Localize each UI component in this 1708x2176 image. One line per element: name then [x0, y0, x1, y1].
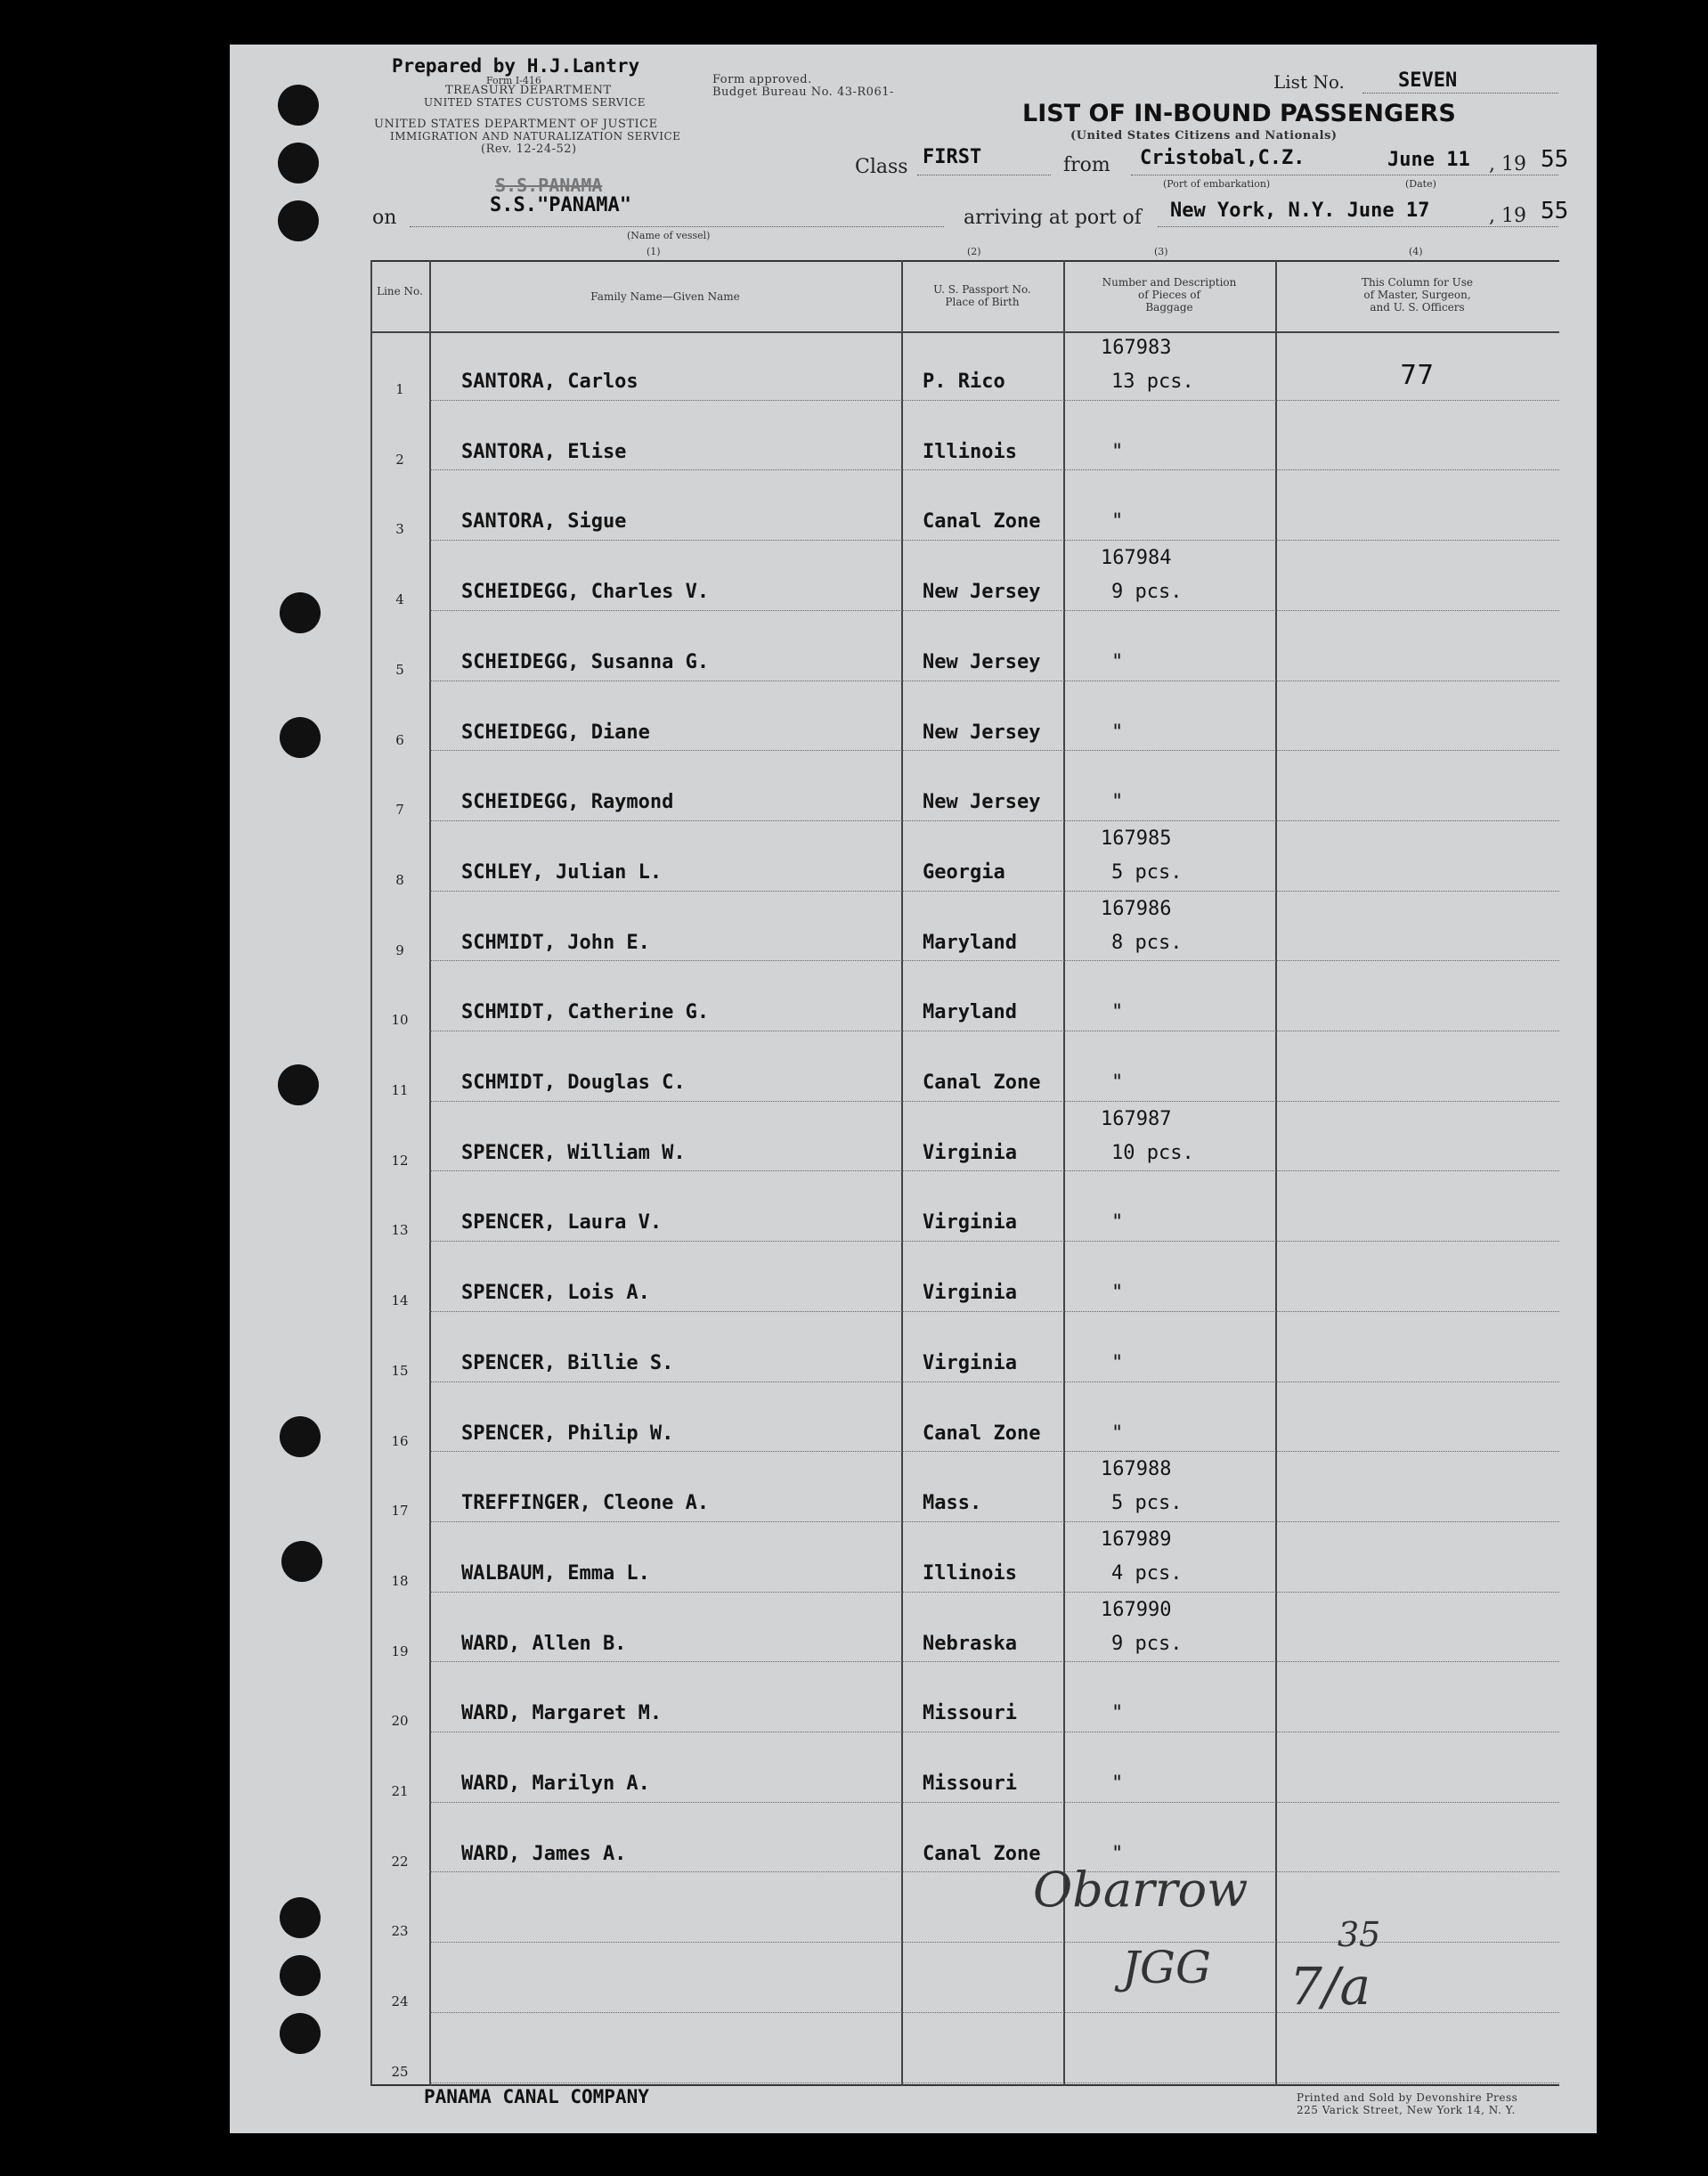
baggage-pieces: 9 pcs.	[1111, 581, 1183, 604]
baggage-number: 167983	[1101, 337, 1172, 359]
baggage-number: 167987	[1101, 1107, 1172, 1130]
handwritten-signature: Obarrow	[1033, 1862, 1248, 1918]
vessel-struck: S.S.PANAMA	[495, 175, 603, 196]
passenger-name: SPENCER, William W.	[461, 1141, 686, 1164]
baggage-number: 167985	[1101, 827, 1172, 850]
baggage-pieces: 5 pcs.	[1111, 1492, 1183, 1515]
form-number: Form I-416	[486, 75, 541, 86]
baggage-pieces: "	[1111, 1282, 1124, 1305]
line-number: 6	[395, 731, 404, 748]
punch-hole	[280, 717, 321, 758]
line-number: 1	[395, 381, 404, 397]
passenger-table	[370, 260, 1559, 2086]
table-row	[370, 1733, 1559, 1804]
col-1-number: (1)	[647, 246, 661, 257]
line-number: 25	[391, 2063, 409, 2080]
baggage-number: 167986	[1101, 897, 1172, 920]
line-number: 18	[391, 1572, 409, 1589]
col-2-number: (2)	[967, 246, 981, 257]
table-row	[370, 1453, 1559, 1523]
from-label: from	[1063, 154, 1110, 176]
passenger-name: WALBAUM, Emma L.	[461, 1561, 650, 1585]
baggage-pieces: "	[1111, 1702, 1124, 1725]
punch-hole	[278, 200, 319, 241]
passenger-name: SCHEIDEGG, Susanna G.	[461, 650, 710, 673]
passenger-name: SCHMIDT, Catherine G.	[461, 1001, 710, 1024]
baggage-number: 167989	[1101, 1528, 1172, 1551]
header-line-no: Line No.	[377, 285, 423, 297]
footer-printer-1: Printed and Sold by Devonshire Press	[1297, 2091, 1518, 2104]
table-row	[370, 822, 1559, 892]
table-row	[370, 752, 1559, 822]
port-caption: (Port of embarkation)	[1163, 178, 1271, 190]
place-of-birth: Missouri	[923, 1773, 1017, 1795]
place-of-birth: Virginia	[923, 1282, 1017, 1305]
list-no-value: SEVEN	[1398, 69, 1458, 92]
passenger-name: WARD, Margaret M.	[461, 1702, 663, 1725]
place-of-birth: New Jersey	[923, 650, 1041, 673]
table-row	[370, 612, 1559, 682]
baggage-number: 167988	[1101, 1458, 1172, 1481]
baggage-pieces: "	[1111, 1773, 1124, 1795]
place-of-birth: Illinois	[923, 1561, 1017, 1585]
place-of-birth: Nebraska	[923, 1632, 1017, 1655]
arrival-year: 55	[1541, 198, 1569, 224]
table-row	[370, 1103, 1559, 1173]
line-number: 10	[391, 1012, 409, 1029]
line-number: 8	[395, 871, 404, 888]
passenger-name: SANTORA, Elise	[461, 440, 627, 463]
passenger-name: SCHEIDEGG, Charles V.	[461, 581, 710, 604]
baggage-pieces: 8 pcs.	[1111, 931, 1183, 954]
place-of-birth: Canal Zone	[923, 1842, 1041, 1865]
table-row	[370, 682, 1559, 753]
line-number: 11	[391, 1082, 409, 1098]
baggage-pieces: "	[1111, 721, 1124, 744]
passenger-name: SCHEIDEGG, Diane	[461, 721, 650, 744]
passenger-name: SPENCER, Lois A.	[461, 1282, 650, 1305]
place-of-birth: New Jersey	[923, 791, 1041, 814]
table-row	[370, 331, 1559, 402]
punch-hole	[278, 1064, 319, 1105]
passenger-name: TREFFINGER, Cleone A.	[461, 1492, 710, 1515]
place-of-birth: Virginia	[923, 1141, 1017, 1164]
from-year: 55	[1541, 146, 1569, 173]
baggage-pieces: 10 pcs.	[1111, 1141, 1194, 1164]
document-subtitle: (United States Citizens and Nationals)	[1070, 129, 1338, 143]
passenger-name: SPENCER, Philip W.	[461, 1422, 674, 1445]
passenger-name: SPENCER, Billie S.	[461, 1351, 674, 1374]
dept-customs: UNITED STATES CUSTOMS SERVICE	[424, 96, 647, 109]
table-row	[370, 1313, 1559, 1383]
passenger-name: SANTORA, Carlos	[461, 371, 638, 393]
punch-hole	[278, 143, 319, 183]
place-of-birth: Maryland	[923, 931, 1017, 954]
punch-hole	[280, 1897, 321, 1938]
class-label: Class	[855, 156, 908, 178]
passenger-name: WARD, Allen B.	[461, 1632, 627, 1655]
table-row	[370, 1032, 1559, 1103]
arrival-year-prefix: , 19	[1489, 205, 1526, 227]
table-row	[370, 1944, 1559, 2014]
baggage-pieces: 4 pcs.	[1111, 1561, 1183, 1585]
passenger-name: WARD, Marilyn A.	[461, 1773, 650, 1795]
table-row	[370, 1804, 1559, 1874]
passenger-name: SCHMIDT, John E.	[461, 931, 650, 954]
place-of-birth: Illinois	[923, 440, 1017, 463]
place-of-birth: Canal Zone	[923, 1072, 1041, 1094]
table-row	[370, 1593, 1559, 1664]
baggage-pieces: "	[1111, 650, 1124, 673]
col-3-number: (3)	[1154, 246, 1168, 257]
dept-immigration: IMMIGRATION AND NATURALIZATION SERVICE	[390, 130, 681, 143]
place-of-birth: Missouri	[923, 1702, 1017, 1725]
arriving-label: arriving at port of	[964, 207, 1142, 229]
line-number: 12	[391, 1152, 409, 1169]
line-number: 19	[391, 1642, 409, 1659]
dept-treasury: TREASURY DEPARTMENT	[445, 84, 612, 97]
punch-hole	[280, 2013, 321, 2054]
punch-hole	[281, 1541, 322, 1582]
table-row	[370, 1523, 1559, 1593]
table-row	[370, 1243, 1559, 1313]
handwritten-initials: JGG	[1122, 1942, 1211, 1993]
baggage-pieces: 13 pcs.	[1111, 371, 1194, 393]
line-number: 21	[391, 1783, 409, 1799]
table-row	[370, 402, 1559, 472]
footer-company: PANAMA CANAL COMPANY	[424, 2086, 649, 2107]
baggage-pieces: "	[1111, 440, 1124, 463]
place-of-birth: New Jersey	[923, 721, 1041, 744]
line-number: 2	[395, 451, 404, 468]
date-caption: (Date)	[1405, 178, 1436, 190]
header-passport: U. S. Passport No. Place of Birth	[933, 283, 1031, 308]
baggage-pieces: "	[1111, 1842, 1124, 1865]
from-date: June 11	[1387, 149, 1470, 171]
baggage-pieces: "	[1111, 1072, 1124, 1094]
line-number: 9	[395, 941, 404, 958]
line-number: 23	[391, 1923, 409, 1940]
punch-hole	[280, 1416, 321, 1457]
dept-justice: UNITED STATES DEPARTMENT OF JUSTICE	[374, 118, 658, 131]
line-number: 14	[391, 1292, 409, 1309]
footer-printer-2: 225 Varick Street, New York 14, N. Y.	[1297, 2104, 1516, 2116]
header-officers: This Column for Use of Master, Surgeon, and U. S. Officers	[1361, 276, 1474, 314]
table-row	[370, 2014, 1559, 2084]
punch-hole	[278, 85, 319, 126]
vessel-caption: (Name of vessel)	[627, 230, 711, 241]
form-approved: Form approved.	[712, 73, 812, 86]
from-port: Cristobal,C.Z.	[1140, 147, 1305, 169]
baggage-pieces: 5 pcs.	[1111, 860, 1183, 884]
vessel-name: S.S."PANAMA"	[490, 194, 631, 216]
line-number: 17	[391, 1503, 409, 1520]
line-number: 3	[395, 521, 404, 538]
punch-hole	[280, 1955, 321, 1996]
baggage-pieces: "	[1111, 510, 1124, 534]
passenger-name: SANTORA, Sigue	[461, 510, 627, 534]
punch-hole	[280, 592, 321, 633]
passenger-name: WARD, James A.	[461, 1842, 627, 1865]
arrival-port-date: New York, N.Y. June 17	[1170, 200, 1430, 222]
line-number: 22	[391, 1853, 409, 1870]
handwritten-fraction: 7/a	[1289, 1956, 1371, 2017]
place-of-birth: P. Rico	[923, 371, 1005, 393]
place-of-birth: New Jersey	[923, 581, 1041, 604]
line-number: 13	[391, 1222, 409, 1239]
prepared-by: Prepared by H.J.Lantry	[392, 55, 640, 77]
place-of-birth: Maryland	[923, 1001, 1017, 1024]
passenger-name: SPENCER, Laura V.	[461, 1211, 663, 1235]
table-row	[370, 1383, 1559, 1454]
line-number: 5	[395, 661, 404, 678]
document-title: LIST OF IN-BOUND PASSENGERS	[1022, 100, 1456, 127]
baggage-pieces: "	[1111, 1001, 1124, 1024]
table-row	[370, 962, 1559, 1032]
table-row	[370, 542, 1559, 612]
col-4-number: (4)	[1409, 246, 1423, 257]
baggage-pieces: 9 pcs.	[1111, 1632, 1183, 1655]
table-row	[370, 1172, 1559, 1243]
budget-bureau: Budget Bureau No. 43-R061-	[712, 86, 894, 99]
line-number: 24	[391, 1993, 409, 2010]
baggage-pieces: "	[1111, 1211, 1124, 1235]
passenger-name: SCHEIDEGG, Raymond	[461, 791, 674, 814]
list-no-label: List No.	[1273, 71, 1345, 93]
table-row	[370, 1873, 1559, 1944]
place-of-birth: Canal Zone	[923, 1422, 1041, 1445]
line-number: 16	[391, 1432, 409, 1449]
table-row	[370, 1663, 1559, 1733]
place-of-birth: Virginia	[923, 1351, 1017, 1374]
place-of-birth: Canal Zone	[923, 510, 1041, 534]
on-label: on	[372, 207, 397, 229]
baggage-number: 167984	[1101, 547, 1172, 570]
place-of-birth: Georgia	[923, 860, 1005, 884]
baggage-pieces: "	[1111, 791, 1124, 814]
line-number: 20	[391, 1713, 409, 1730]
table-row	[370, 892, 1559, 963]
baggage-pieces: "	[1111, 1422, 1124, 1445]
header-name: Family Name—Given Name	[590, 290, 740, 303]
form-revision: (Rev. 12-24-52)	[481, 143, 577, 156]
baggage-pieces: "	[1111, 1351, 1124, 1374]
baggage-number: 167990	[1101, 1598, 1172, 1621]
officer-note: 77	[1400, 360, 1435, 391]
header-baggage: Number and Description of Pieces of Baggage	[1102, 276, 1237, 314]
place-of-birth: Virginia	[923, 1211, 1017, 1235]
from-year-prefix: , 19	[1489, 153, 1526, 175]
passenger-name: SCHMIDT, Douglas C.	[461, 1072, 686, 1094]
table-row	[370, 471, 1559, 542]
line-number: 4	[395, 591, 404, 608]
class-value: FIRST	[923, 146, 982, 168]
handwritten-count: 35	[1338, 1915, 1381, 1954]
passenger-name: SCHLEY, Julian L.	[461, 860, 663, 884]
line-number: 15	[391, 1362, 409, 1379]
place-of-birth: Mass.	[923, 1492, 982, 1515]
line-number: 7	[395, 802, 404, 819]
